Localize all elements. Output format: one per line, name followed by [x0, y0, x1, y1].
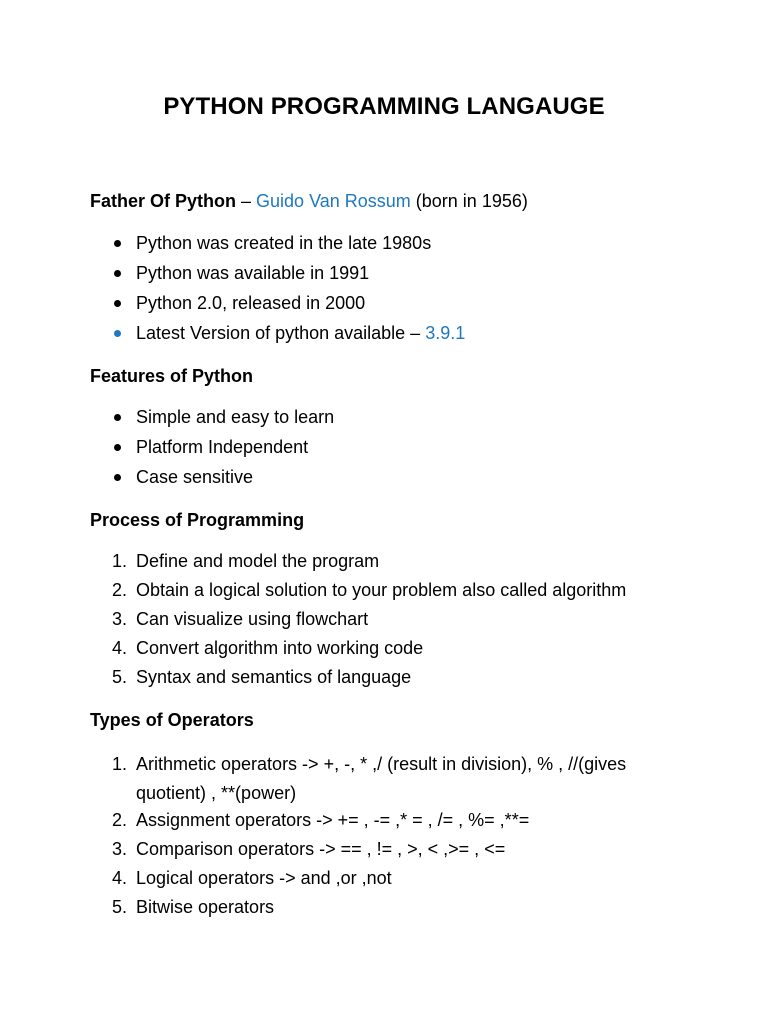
list-item: Simple and easy to learn — [90, 405, 334, 435]
features-heading: Features of Python — [90, 366, 254, 386]
operators-list — [90, 750, 656, 924]
father-dash: – — [236, 191, 257, 211]
list-item: Python 2.0, released in 2000 — [90, 291, 465, 321]
list-item: 5. Syntax and semantics of language — [112, 667, 412, 687]
father-name-link[interactable]: Guido Van Rossum — [256, 191, 411, 211]
list-item: 1. Arithmetic operators -> +, -, * ,/ (result in division), % , //(gives quotient) , **(power) — [112, 754, 627, 803]
list-item: 3. Comparison operators -> == , != , >, < ,>= , <= — [112, 839, 506, 859]
process-heading: Process of Programming — [90, 510, 305, 530]
list-item: Python was created in the late 1980s — [90, 231, 465, 261]
features-list — [90, 405, 334, 495]
father-born: (born in 1956) — [410, 191, 528, 211]
father-label: Father Of Python — [90, 191, 237, 211]
bullet-icon — [114, 330, 121, 337]
list-item: 1. Define and model the program — [112, 551, 380, 571]
list-item: 4. Logical operators -> and ,or ,not — [112, 868, 392, 888]
list-item: 2. Obtain a logical solution to your problem also called algorithm — [112, 580, 627, 600]
bullet-icon — [114, 300, 121, 307]
bullet-icon — [114, 474, 121, 481]
operators-heading: Types of Operators — [90, 710, 254, 730]
page-title: PYTHON PROGRAMMING LANGAUGE — [163, 93, 605, 120]
bullet-icon — [114, 240, 121, 247]
list-item: 5. Bitwise operators — [112, 897, 275, 917]
history-list — [90, 231, 465, 351]
process-list — [90, 549, 626, 694]
list-item: Case sensitive — [90, 465, 334, 495]
list-item: Python was available in 1991 — [90, 261, 465, 291]
list-item-latest-version: Latest Version of python available – 3.9.1 — [90, 321, 465, 351]
bullet-icon — [114, 444, 121, 451]
list-item: 4. Convert algorithm into working code — [112, 638, 424, 658]
version-link[interactable]: 3.9.1 — [425, 323, 466, 343]
list-item: 2. Assignment operators -> += , -= ,* = , /= , %= ,**= — [112, 810, 530, 830]
list-item: 3. Can visualize using flowchart — [112, 609, 369, 629]
list-item: Platform Independent — [90, 435, 334, 465]
father-line — [90, 189, 528, 213]
bullet-icon — [114, 270, 121, 277]
bullet-icon — [114, 414, 121, 421]
